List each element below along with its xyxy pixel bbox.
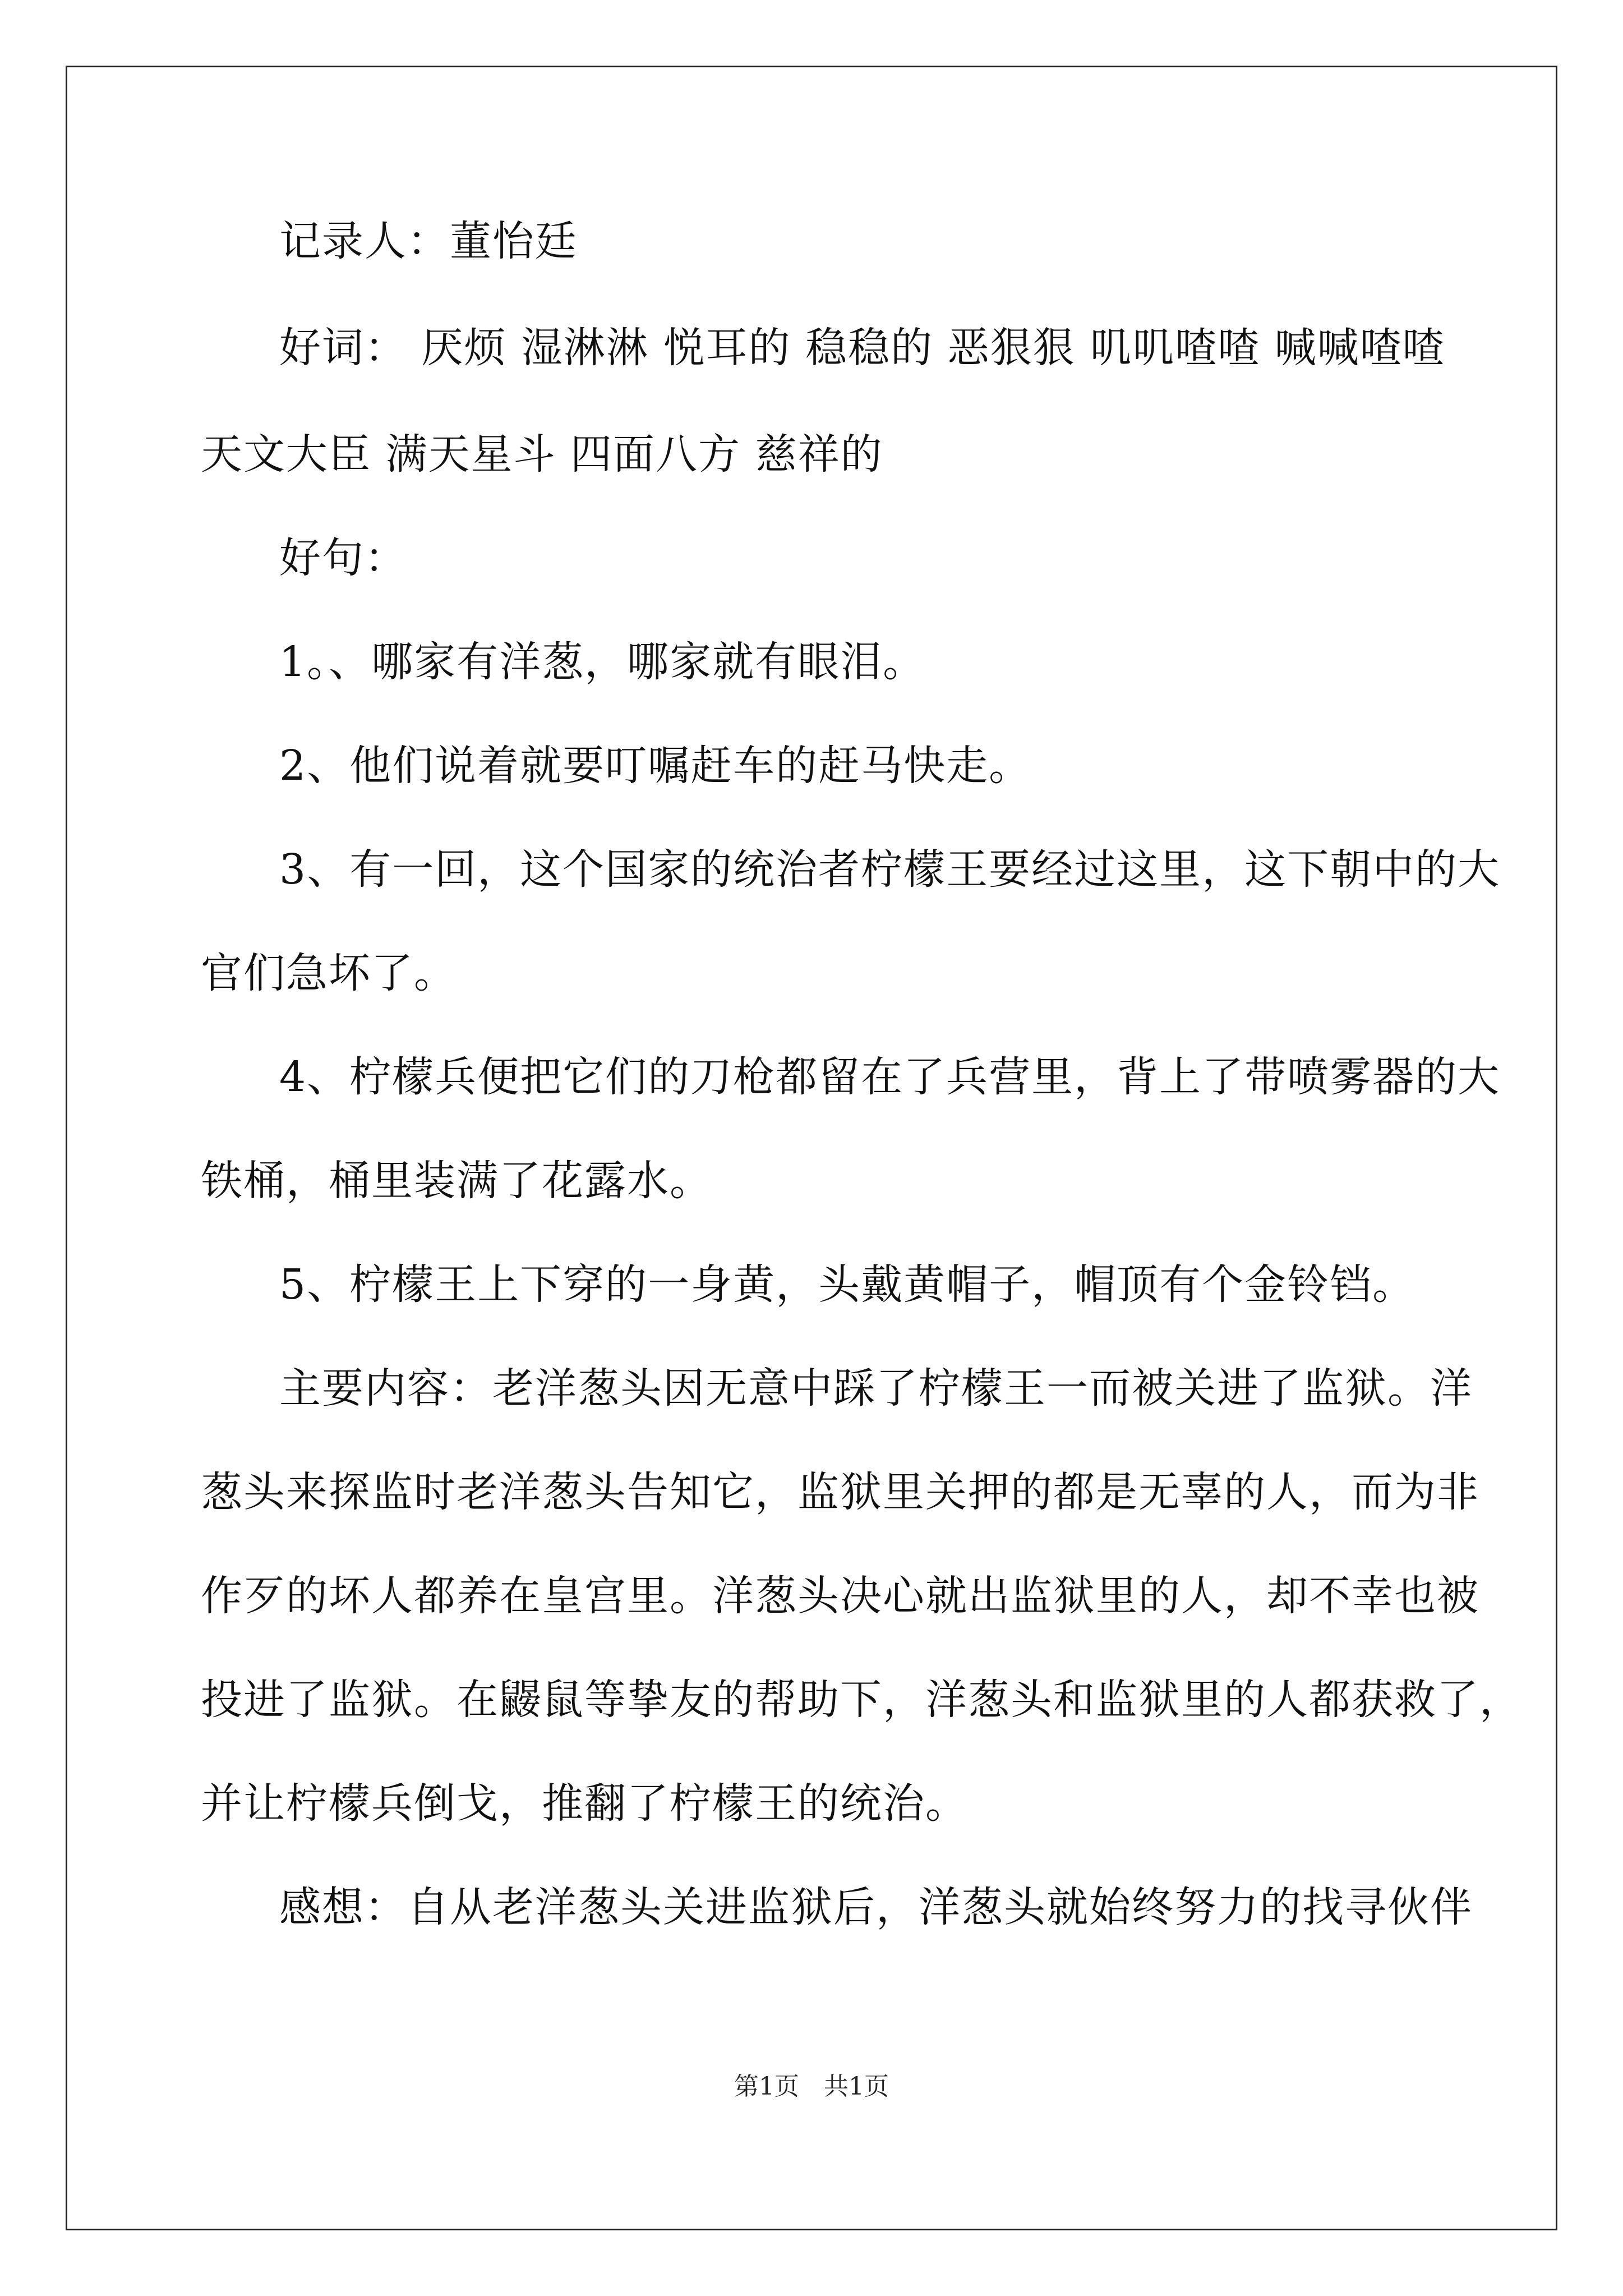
sentence-2: 2、他们说着就要叮嘱赶车的赶马快走。 <box>279 742 1032 790</box>
sentence-3: 3、有一回，这个国家的统治者柠檬王要经过这里，这下朝中的大 <box>279 845 1501 894</box>
good-words-line: 好词： 厌烦 湿淋淋 悦耳的 稳稳的 恶狠狠 叽叽喳喳 喊喊喳喳 <box>279 324 1445 372</box>
good-words-line-cont: 天文大臣 满天星斗 四面八方 慈祥的 <box>201 430 883 478</box>
sentence-4: 4、柠檬兵便把它们的刀枪都留在了兵营里，背上了带喷雾器的大 <box>279 1053 1501 1101</box>
sentence-4-cont: 铁桶，桶里装满了花露水。 <box>201 1157 712 1205</box>
main-content-line: 主要内容：老洋葱头因无意中踩了柠檬王一而被关进了监狱。洋 <box>279 1364 1473 1412</box>
sentence-3-cont: 官们急坏了。 <box>201 949 457 997</box>
main-content-line-3: 作歹的坏人都养在皇宫里。洋葱头决心就出监狱里的人，却不幸也被 <box>201 1572 1479 1620</box>
main-content-line-2: 葱头来探监时老洋葱头告知它，监狱里关押的都是无辜的人，而为非 <box>201 1468 1479 1516</box>
sentence-1: 1。、哪家有洋葱，哪家就有眼泪。 <box>279 638 926 686</box>
main-content-line-5: 并让柠檬兵倒戈，推翻了柠檬王的统治。 <box>201 1779 968 1828</box>
main-content-line-4: 投进了监狱。在鼹鼠等挚友的帮助下，洋葱头和监狱里的人都获救了， <box>201 1676 1522 1724</box>
sentence-5: 5、柠檬王上下穿的一身黄，头戴黄帽子，帽顶有个金铃铛。 <box>279 1260 1415 1309</box>
recorder-line: 记录人：董怡廷 <box>279 217 578 265</box>
reflection-line: 感想：自从老洋葱头关进监狱后，洋葱头就始终努力的找寻伙伴 <box>279 1883 1473 1931</box>
good-sentences-heading: 好句： <box>279 534 407 582</box>
page-footer: 第1页 共1页 <box>734 2072 889 2101</box>
